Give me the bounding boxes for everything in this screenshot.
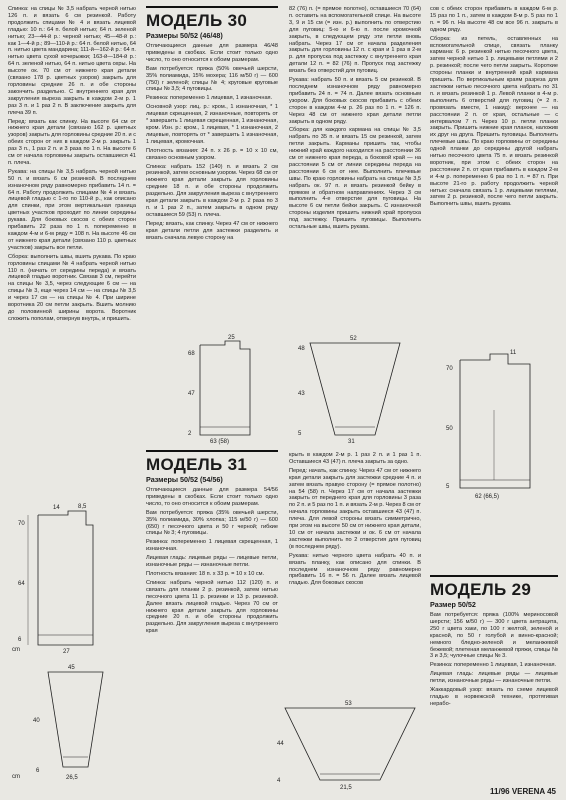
column-3-lower-text	[289, 452, 421, 589]
paragraph: Плотность вязания: 24 п. х 26 р. = 10 х 10 см, связано основным узором.	[146, 147, 278, 161]
paragraph: 82 (76) п. (= прямое полотно), оставшиеся 70 (64) п. оставить на вспомогательной спице. На высоте 3, 9 и 15 см (= изн. р.) выполнить по отверстию для пуговиц: 5-ю и 6-ю п. после кромочной закрыть, в следующем ряду эти петли вновь набрать. Через 17 см от начала разделения закрыть для горловины 12 п. с края и 1 раз в 2-м р. для пропуска под застежку с внутреннего края детали 12 п. = 82 (76) п. Пропуск под застежку вязать без отверстий для пуговиц.	[289, 6, 421, 75]
dim-label: 68	[188, 351, 195, 357]
paragraph: Лицевая гладь: лицевые ряды — лицевые петли, изнаночные ряды — изнаночные петли.	[146, 555, 278, 569]
dim-label: 48	[298, 346, 305, 352]
dim-label: 52	[350, 336, 357, 342]
column-1-text	[8, 6, 136, 325]
dim-label: 31	[348, 439, 355, 445]
dim-label: 2	[188, 431, 192, 437]
schematic-sleeve-bottom	[275, 700, 425, 790]
model-29-block	[430, 575, 558, 710]
paragraph: Отличающиеся данные для размера 54/56 приведены в скобках. Если стоит только одно число, то оно относится к обоим размерам.	[146, 487, 278, 507]
dim-label: 25	[228, 335, 235, 341]
header-rule	[146, 6, 278, 8]
paragraph: Плотность вязания: 18 п. х 33 р. = 10 х 10 см.	[146, 570, 265, 577]
paragraph: Лицевая гладь: лицевые ряды — лицевые петли, изнаночные ряды — изнаночные петли.	[430, 671, 558, 685]
schematic-body-right	[430, 350, 560, 500]
paragraph: Сборка: из петель, оставленных на вспомогательной спице, связать планку кармана: 6 р. резинкой нитью песочного цвета, затем черной нитью 1 р. лицевыми петлями и 2 р. резинкой; после чего петли закрыть. Короткие стороны планки и внутренний край кармана пришить. По вертикальным краям разреза для застежки нитью песочного цвета набрать по 31 п. и вязать резинкой 1 р. Левой планки в 4-м р. выполнить 6 отверстий для пуговиц (= 2 п. провязать вместе, 1 накид): верхнее — на расстоянии 2 п. от края, остальные — с интервалом 7 п. Через 10 р. петли планки закрыть. Пришить нижние края планок, наложив их друг на друга. Пришить пуговицы. Выполнить плечевые швы. По краю горловины от середины одной планки до середины другой набрать нитью песочного цвета 75 п. и вязать резинкой воротник, при этом с обеих сторон на расстоянии 2 п. от края прибавить в каждом 2-м и 4-м р. попеременно 6 раз по 1 п. = 87 п. При высоте 21-го р. работу продолжить черной нитью: сначала связать 1 р. лицевыми петлями, затем 2 р. резинкой, после чего петли закрыть. Выполнить швы, вшить рукава.	[430, 35, 558, 208]
dim-label: 50	[446, 426, 453, 432]
dim-label: 63 (58)	[210, 439, 230, 445]
dim-label: 26,5	[66, 775, 78, 781]
dim-label: 6	[18, 637, 22, 643]
dim-label: 4	[277, 778, 281, 784]
paragraph: Рукава: нитью черного цвета набрать 40 п. и вязать планку, как описано для спинки. В последнем изнаночном ряду равномерно прибавить 16 п. = 56 п. Далее вязать лицевой гладью. Для боковых скосов	[289, 552, 421, 587]
dim-label: 11	[510, 350, 517, 356]
paragraph: Сборка: для каждого кармана на спицы № 3,5 набрать по 35 п. и вязать 15 см резинкой, затем петли закрыть. Карманы пришить так, чтобы нижний край каждого находился на расстоянии 36 см от нижнего края переда, а боковой край — на расстоянии 5 см от линии середины переда на расстоянии 6 см от нее. Выполнить плечевые швы. По краю горловины набрать на спицы № 3,5 набрать ок. 97 п. и вязать резинкой бейку в прямом и обратном направлениях. Через 3 см выполнить 4-е отверстие для пуговицы. На высоте 6 см петли бейки закрыть. С изнаночной стороны изделия пришить нижний край пропуска под застежку. Пришить пуговицы. Выполнить остальные швы, вшить рукава.	[289, 127, 421, 231]
column-3-text	[289, 6, 421, 233]
paragraph: крыть в каждом 2-м р. 1 раз 2 п. и 1 раз 1 п. Оставшиеся 43 (47) п. плеча закрыть за одно.	[289, 452, 421, 465]
dim-label: 64	[18, 581, 25, 587]
page-number: 45	[547, 787, 556, 796]
page-footer	[490, 787, 556, 796]
dim-label: 14	[53, 505, 60, 511]
schematic-sleeve-mid	[290, 335, 420, 445]
dim-label: 44	[277, 741, 284, 747]
schematic-sleeve-left	[8, 662, 133, 782]
dim-label: 62 (66,5)	[475, 494, 500, 500]
dim-label: 45	[68, 665, 75, 671]
paragraph: Резинка: попеременно 1 лицевая скрещенная, 1 изнаночная.	[146, 539, 278, 553]
paragraph: Вам потребуется: пряжа (100% мериносовой шерсти; 156 м/50 г) — 300 г цвета антрацита, 250 г цвета хаки, по 100 г желтой, зеленой и красной, по 50 г голубой и винно-красной; немного бледно-зеленой и меланжевой бежевой; плетеная меланжевой пряжи, спицы № 3 и 3,5; чулочные спицы № 3.	[430, 612, 558, 660]
column-2-text	[146, 6, 278, 243]
paragraph: Рукава: набрать 50 п. и вязать 5 см резинкой. В последнем изнаночном ряду равномерно прибавить 24 п. = 74 п. Далее вязать основным узором. Для боковых скосов прибавить с обеих сторон в каждом 4-м р. 26 раз по 1 п. = 126 п. Через 48 см от нижнего края детали петли закрыть в одном ряду.	[289, 77, 421, 125]
paragraph: Вам потребуется: пряжа (35% овечьей шерсти, 35% полиамида, 30% хлопка; 115 м/50 г) — 600 (650) г песочного цвета и 50 г черной; гибкие спицы № 3; 4 пуговицы.	[146, 509, 278, 537]
paragraph: Спинка: набрать 152 (140) п. и вязать 2 см резинкой, затем основным узором. Через 68 см от нижнего края детали закрыть для горловины средние 18 п. и обе стороны продолжить раздельно. Для закругления выреза с внутреннего края детали закрыть в каждом 2-м р. 2 раза по 3 п. и 1 раз 2 п., затем закрыть в одном ряду оставшиеся 59 (53) п. плеча.	[146, 163, 278, 218]
dim-label: 8,5	[78, 504, 87, 510]
paragraph: Основной узор: лиц. р.: кром., 1 изнаночная, * 1 лицевая скрещенная, 2 изнаночные, повторять от * завершить 1 лицевая скрещенная, 1 изнаночная, кром. Изн. р.: кром., 1 лицевая, * 1 изнаночная, 2 лицевые, повторять от * завершить 1 изнаночная, 1 лицевая, кромочная.	[146, 104, 278, 145]
dim-label: 27	[63, 649, 70, 655]
model-30-sizes: Размеры 50/52 (46/48)	[146, 31, 223, 40]
paragraph: Сборка: выполнить швы, вшить рукава. По краю горловины спицами № 4 набрать черной нитью 110 п. (начать от середины переда) и вязать лицевой гладью воротник. Связав 3 см, перейти на спицы № 3,5, через следующие 6 см — на спицы № 3, еще через 14 см — на спицы № 3,5 и через 17 см — на спицы № 4. При ширине воротника 20 см петли закрыть. Вшить молнию до половинной ширины ворота. Воротник сложить пополам, отвернув внутрь, и пришить.	[8, 253, 136, 322]
dim-label: 5	[446, 484, 450, 490]
schematic-body-left	[8, 505, 133, 655]
header-rule	[146, 450, 278, 452]
paragraph: Перед: вязать как спинку. На высоте 64 см от нижнего края детали (связано 162 р. цветных узоров) закрыть для горловины средние 20 п. и с обеих сторон от них в каждом 2-м р. закрыть 1 раз 3 п., 1 раз 2 п. и 3 раза по 1 п. На высоте 6 см от начала горловины закрыть оставшиеся 41 п. плеча.	[8, 118, 136, 166]
paragraph: Отличающиеся данные для размера 46/48 приведены в скобках. Если стоит только одно число, то оно относится к обоим размерам.	[146, 43, 278, 63]
model-31-block	[146, 450, 278, 637]
dim-label: 70	[446, 366, 453, 372]
paragraph: Вам потребуется: пряжа (50% овечьей шерсти, 35% полиамида, 15% мохера; 116 м/50 г) — 600 (750) г зеленой; спицы № 4; круговые круговые спицы № 3,5; 4 пуговицы.	[146, 65, 278, 93]
header-rule	[430, 575, 558, 577]
model-30-title: МОДЕЛЬ 30	[146, 11, 248, 30]
dim-label: 43	[298, 391, 305, 397]
paragraph: сов с обеих сторон прибавить в каждом 6-м р. 15 раз по 1 п., затем в каждом 8-м р. 5 раз по 1 п. = 96 п. На высоте 48 см все 96 п. закрыть в одном ряду.	[430, 6, 558, 33]
paragraph: Жаккардовый узор: вязать по схеме лицевой гладью в норвежской технике, протягивая нерабо-	[430, 687, 558, 707]
paragraph: Резинка: попеременно 1 лицевая, 1 изнаночная.	[146, 95, 273, 102]
dim-label: 47	[188, 391, 195, 397]
dim-label: 21,5	[340, 785, 352, 791]
model-31-title: МОДЕЛЬ 31	[146, 455, 248, 474]
dim-label: 53	[345, 701, 352, 707]
schematic-body-mid	[180, 335, 280, 445]
model-29-title: МОДЕЛЬ 29	[430, 580, 532, 599]
paragraph: Спинка: на спицы № 3,5 набрать черной нитью 126 п. и вязать 6 см резинкой. Работу продолжить спицами № 4 и вязать лицевой гладью: 10 п.: 64 п. белой нитью; 64 п. зеленой нитью; 23—44-й р.: черной нитью; 45—48-й р.: как 1—4-й р.; 89—110-й р.: 64 п. белой нитью, 64 п. нитью цвета мандарина; 111-й—162-й р.: 64 п. нитью цвета сухой кочерыжки; 163-й—184-й р.: 64 п. зеленой нитью, 64 п. нитью цвета охры. На высоте ок. 70 см от нижнего края детали (связано 178 р. цветных узоров) закрыть для горловины средние 26 п. и обе стороны закончить раздельно. С внутреннего края для закругления выреза закрыть в каждом 2-м р. 1 раз 3 п. и 1 раз 2 п. В заключение закрыть для плеча 39 п.	[8, 6, 136, 116]
model-31-sizes: Размеры 50/52 (54/56)	[146, 475, 223, 484]
column-4-text	[430, 6, 558, 210]
paragraph: Резинка: попеременно 1 лицевая, 1 изнаночная.	[430, 662, 557, 669]
unit-label: cm	[12, 647, 20, 653]
dim-label: 70	[18, 521, 25, 527]
paragraph: Перед: начать, как спинку. Через 47 см от нижнего края детали закрыть для застежки средние 4 п. и затем вязать правую сторону (= прямое полотно) на 54 (58) п. Через 17 см от начала застежки закрыть от переднего края для горловины 3 раза по 2 п. и 5 раз по 1 п. и вязать 2-м р. Через 8 см от начала горловины закрыть оставшиеся 43 (47) п. плеча. Для левой стороны вязать симметрично, при этом на высоте 50 см от нижнего края детали, 10 см от начала застежки и ок. 6 см от начала застежки выполнить по 2 отверстия для пуговиц (в последнем ряду).	[289, 467, 421, 550]
issue-label: 11/96 VERENA	[490, 787, 545, 796]
model-29-sizes: Размер 50/52	[430, 600, 476, 609]
paragraph: Рукава: на спицы № 3,5 набрать черной нитью 50 п. и вязать 6 см резинкой. В последнем изнаночном ряду равномерно прибавить 14 п. = 64 п. Работу продолжить спицами № 4 и вязать лицевой гладью с 1-го по 110-й р., как описано для спинки, при этом вертикальная граница цветных участков проходит по линии середины рукава. Для боковых скосов с обеих сторон прибавить 22 раза по 1 п. попеременно в каждом 4-м и 6-м ряду = 108 п. На высоте 46 см от нижнего края детали (связано 110 р. цветных участков) закрыть все петли.	[8, 168, 136, 251]
paragraph: Спинка: набрать черной нитью 112 (120) п. и связать для планки 2 р. резинкой, затем нитью песочного цвета 11 р. резинки и 13 р. резинкой. Далее вязать лицевой гладью. Через 70 см от нижнего края детали закрыть для горловины средние 20 п. и обе стороны продолжить раздельно. Для закругления выреза с внутреннего края	[146, 579, 278, 635]
paragraph: Перед: вязать, как спинку. Через 47 см от нижнего края детали петли для застежки разделить и вязать сначала левую сторону на	[146, 220, 278, 241]
dim-label: 6	[36, 768, 40, 774]
dim-label: 5	[298, 431, 302, 437]
dim-label: 40	[33, 718, 40, 724]
unit-label: cm	[12, 774, 20, 780]
